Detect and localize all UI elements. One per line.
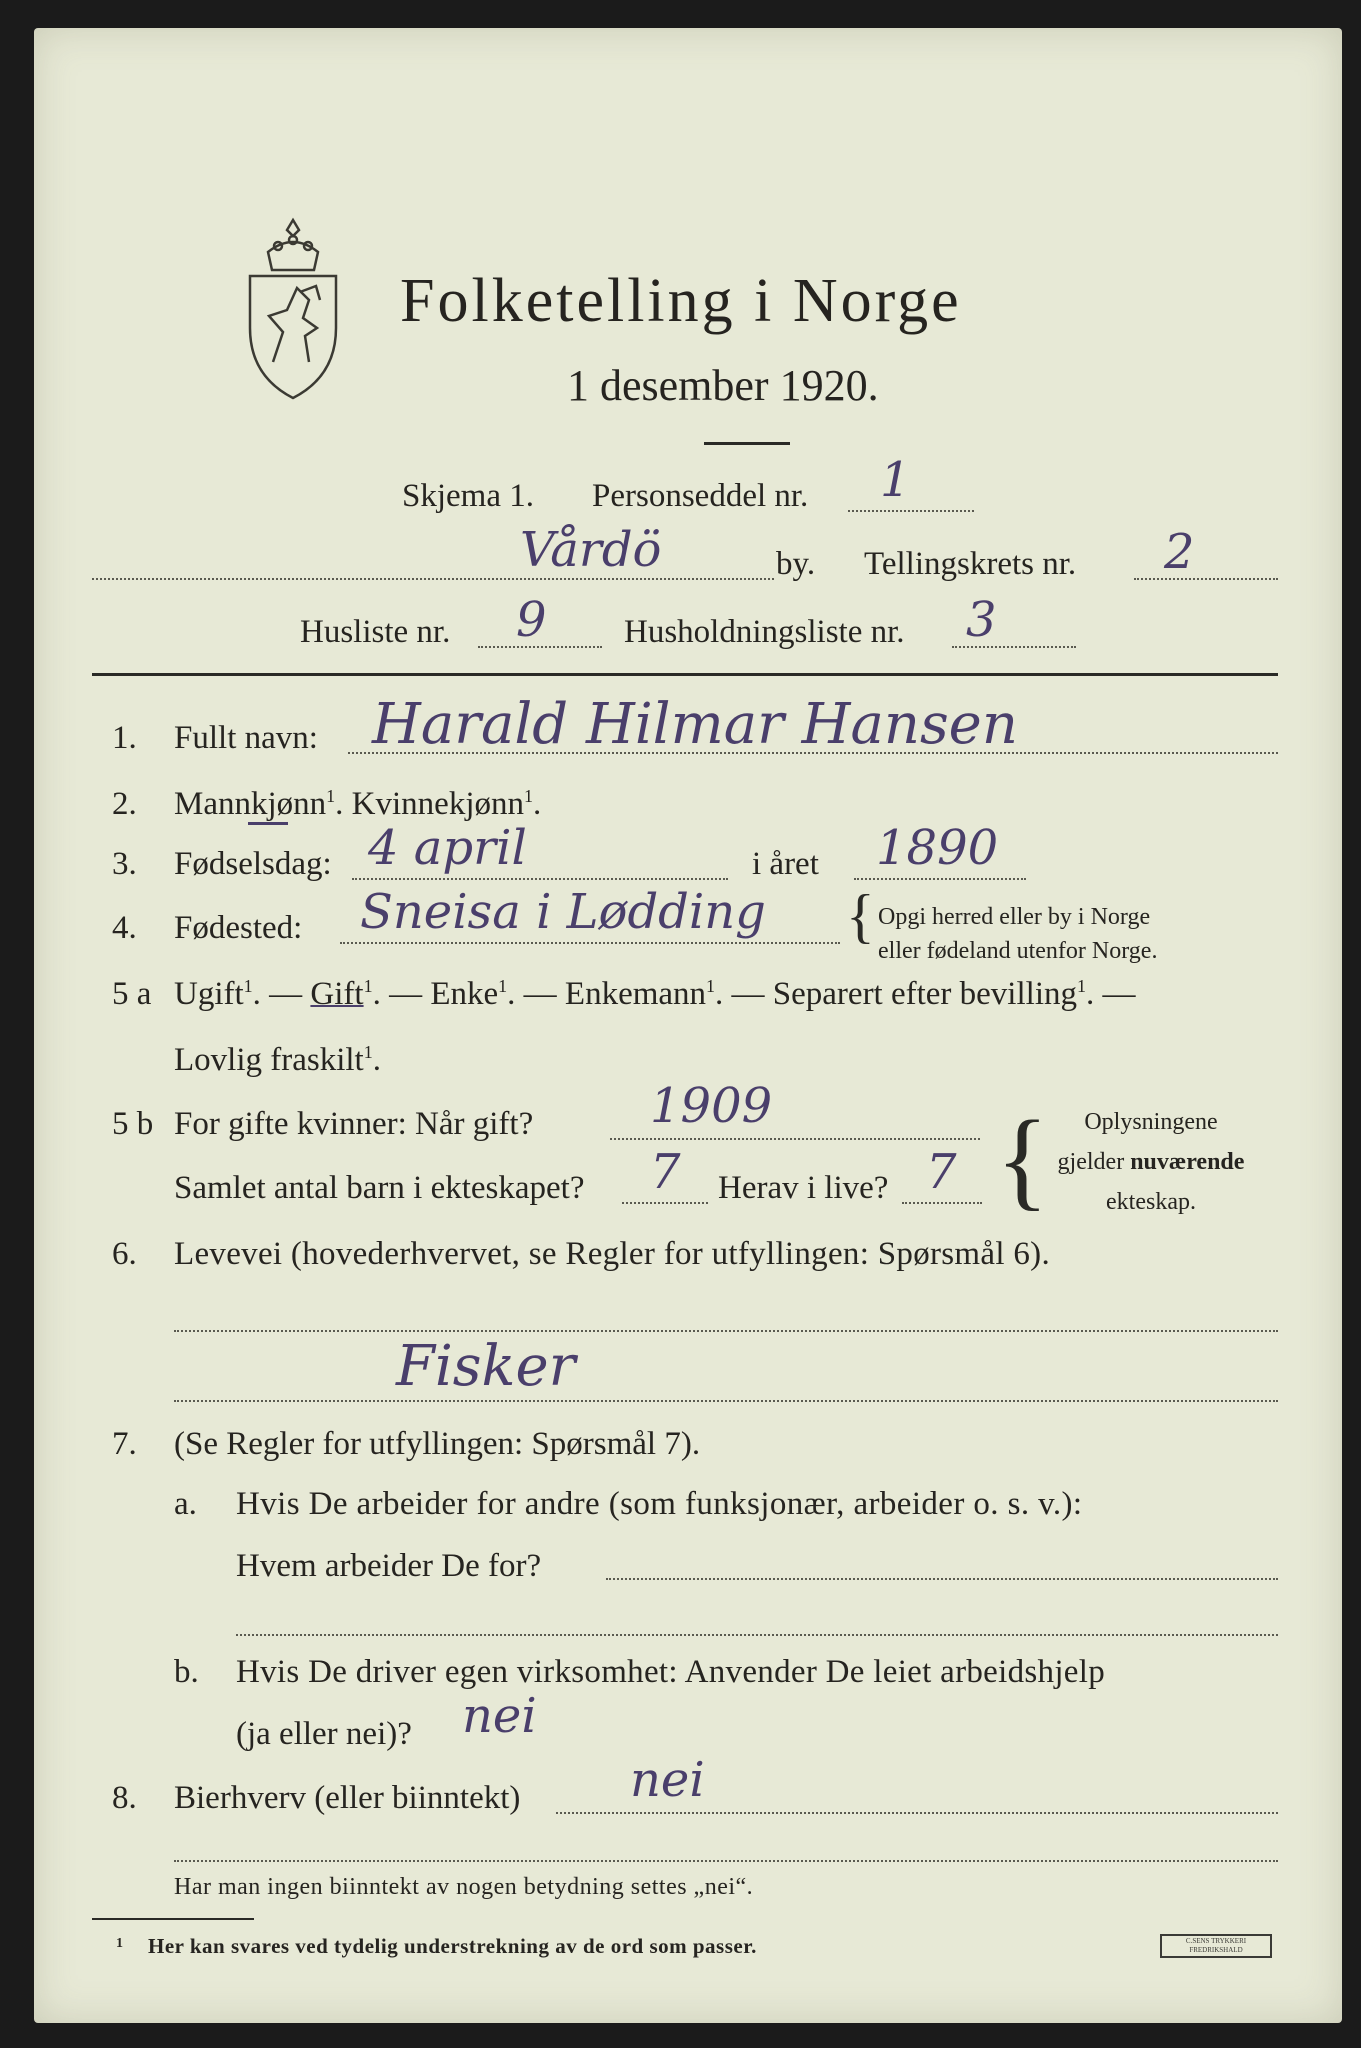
q4-label: Fødested: (174, 910, 303, 946)
q2-number: 2. (112, 786, 137, 822)
q5a-dash: — (731, 976, 765, 1012)
by-line (92, 578, 774, 580)
title-divider (704, 442, 790, 445)
q5a-separert: Separert efter bevilling (772, 976, 1077, 1012)
q8-number: 8. (112, 1780, 137, 1816)
q3-birthday-value: 4 april (368, 820, 527, 876)
q4-note-line-2: eller fødeland utenfor Norge. (878, 938, 1158, 964)
q5a-mark: 1 (363, 1042, 373, 1062)
q7b-letter: b. (174, 1654, 199, 1690)
q7a-text: Hvis De arbeider for andre (som funksjonær, arbeider o. s. v.): (236, 1486, 1083, 1522)
q5a-dot: . (372, 976, 381, 1012)
q4-birthplace-value: Sneisa i Lødding (360, 884, 766, 940)
q2-dot-1: . (335, 786, 344, 822)
tellingskrets-line (1134, 578, 1278, 580)
q3-year-line (854, 878, 1026, 880)
q5a-enkemann: Enkemann (564, 976, 707, 1012)
q5b-married-label: For gifte kvinner: Når gift? (174, 1106, 534, 1142)
husholdningsliste-value: 3 (966, 592, 997, 648)
q5a-dot: . (507, 976, 516, 1012)
by-label: by. (776, 546, 816, 582)
q3-year-label: i året (752, 846, 819, 882)
q5a-dot: . (715, 976, 724, 1012)
q5b-note (1026, 1102, 1276, 1222)
footnote-mark: 1 (116, 1936, 123, 1951)
skjema-label: Skjema 1. (402, 478, 534, 514)
q3-number: 3. (112, 846, 137, 882)
q5b-note-line-1: Oplysningene (1084, 1109, 1218, 1135)
q5a-dash: — (269, 976, 303, 1012)
q4-note-line-1: Opgi herred eller by i Norge (878, 904, 1151, 930)
q1-label: Fullt navn: (174, 720, 318, 756)
printer-stamp-line-2: FREDRIKSHALD (1189, 1946, 1243, 1954)
q5a-fraskilt: Lovlig fraskilt (174, 1042, 364, 1078)
header-rule (92, 673, 1278, 676)
q5b-children-label: Samlet antal barn i ekteskapet? (174, 1170, 585, 1206)
q8-side-income-value: nei (630, 1752, 705, 1808)
tellingskrets-label: Tellingskrets nr. (864, 546, 1077, 582)
q7-number: 7. (112, 1426, 137, 1462)
income-note: Har man ingen biinntekt av nogen betydning settes „nei“. (174, 1874, 754, 1900)
q5a-dot: . (252, 976, 261, 1012)
q5a-dash: — (1102, 976, 1136, 1012)
q2-footnote-mark-2: 1 (524, 786, 533, 806)
personseddel-value: 1 (880, 452, 911, 508)
q1-full-name-value: Harald Hilmar Hansen (372, 692, 1018, 757)
q6-occupation-value: Fisker (396, 1334, 576, 1399)
q7a-employer-label: Hvem arbeider De for? (236, 1548, 542, 1584)
q5b-married-line (610, 1138, 980, 1140)
printer-stamp-line-1: C.SENS TRYKKERI (1185, 1937, 1247, 1945)
q5a-gift: Gift (310, 976, 364, 1012)
husliste-value: 9 (516, 592, 547, 648)
footnote: Her kan svares ved tydelig understrekning av de ord som passer. (148, 1934, 757, 1958)
q6-line-2 (174, 1400, 1278, 1402)
q5b-married-value: 1909 (650, 1078, 773, 1134)
by-value: Vårdö (520, 522, 662, 578)
q5a-ugift: Ugift (174, 976, 244, 1012)
q7b-hired-help-value: nei (462, 1688, 537, 1744)
q3-label: Fødselsdag: (174, 846, 332, 882)
q3-line (352, 878, 728, 880)
q5b-alive-value: 7 (926, 1144, 957, 1200)
q2-mannkjonn: Mannkjønn (174, 786, 327, 822)
q5a-fraskilt-line (174, 1042, 381, 1079)
q5a-mark: 1 (706, 976, 716, 996)
q5a-dot: . (372, 1042, 381, 1078)
q2-dot-2: . (533, 786, 542, 822)
q5a-dot: . (1085, 976, 1095, 1012)
q6-line-1 (174, 1330, 1278, 1332)
q5a-marital-options (174, 976, 1135, 1013)
q5a-dash: — (523, 976, 557, 1012)
q4-number: 4. (112, 910, 137, 946)
form-title: Folketelling i Norge (400, 267, 962, 335)
q6-label: Levevei (hovederhvervet, se Regler for utfyllingen: Spørsmål 6). (174, 1236, 1051, 1272)
q8-line-2 (174, 1860, 1278, 1862)
q8-line (556, 1812, 1278, 1814)
footnote-rule (92, 1918, 254, 1920)
q7a-employer-line (606, 1578, 1278, 1580)
coat-of-arms-icon (238, 212, 348, 406)
q4-note (878, 900, 1157, 968)
q2-footnote-mark-1: 1 (326, 786, 336, 806)
q5b-number: 5 b (112, 1106, 154, 1142)
q5b-alive-line (902, 1202, 982, 1204)
q5b-alive-label: Herav i live? (718, 1170, 889, 1206)
personseddel-line (848, 510, 974, 512)
q4-brace: { (846, 883, 875, 949)
q4-line (340, 942, 840, 944)
form-date: 1 desember 1920. (567, 361, 879, 410)
q3-year-value: 1890 (876, 820, 999, 876)
q7b-text: Hvis De driver egen virksomhet: Anvender De leiet arbeidshjelp (236, 1654, 1106, 1690)
q2-sex-options (174, 786, 541, 823)
q8-label: Bierhverv (eller biinntekt) (174, 1780, 521, 1816)
q2-kvinnekjonn: Kvinnekjønn (351, 786, 524, 822)
q5b-note-gjelder: gjelder (1057, 1149, 1125, 1175)
husliste-label: Husliste nr. (300, 614, 451, 650)
q1-number: 1. (112, 720, 137, 756)
q5b-children-line (622, 1202, 708, 1204)
personseddel-label: Personseddel nr. (592, 478, 809, 514)
q5a-mark: 1 (363, 976, 373, 996)
q5b-note-line-2 (1026, 1142, 1276, 1182)
tellingskrets-value: 2 (1164, 524, 1195, 580)
q7a-letter: a. (174, 1486, 197, 1522)
q5a-mark: 1 (243, 976, 253, 996)
q7-label: (Se Regler for utfyllingen: Spørsmål 7). (174, 1426, 701, 1462)
q7a-employer-line-2 (236, 1634, 1278, 1636)
q5b-note-line-3: ekteskap. (1106, 1189, 1196, 1215)
q2-mannkjonn-underline (248, 822, 288, 825)
q7b-hired-help-label: (ja eller nei)? (236, 1716, 412, 1752)
q5a-number: 5 a (112, 976, 152, 1012)
q5b-brace: { (996, 1098, 1049, 1220)
q5a-mark: 1 (1076, 976, 1086, 996)
q5b-children-value: 7 (650, 1144, 681, 1200)
q5a-enke: Enke (430, 976, 499, 1012)
q5a-mark: 1 (498, 976, 508, 996)
q5b-note-nuvaerende: nuværende (1130, 1149, 1245, 1175)
q6-number: 6. (112, 1236, 137, 1272)
q5a-dash: — (389, 976, 423, 1012)
husholdningsliste-label: Husholdningsliste nr. (624, 614, 905, 650)
printer-stamp (1160, 1934, 1272, 1958)
